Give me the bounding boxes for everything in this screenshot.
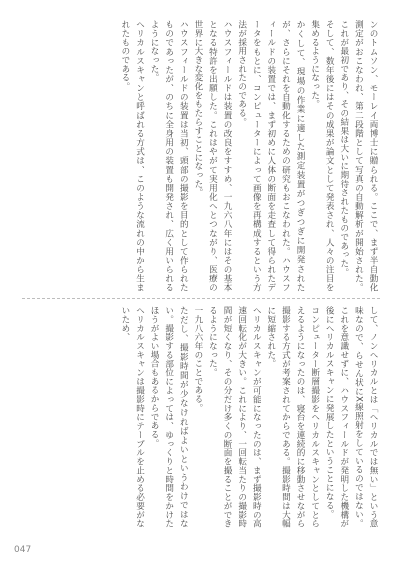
top-text-block bbox=[20, 20, 380, 292]
paragraph: コンピューター断層撮影をへリカルスキャンとしてとらえるようになったのは、寝台を連続的に移動させながら撮影する方式が考案されてからである。撮影時間は大幅に短縮された。 bbox=[265, 306, 320, 528]
paragraph: ンのトムソン、モーレイ両博士に贈られる。ここで、まず半自動化測定がおこなわれ、第二段階として写真の自動解析が開始された。これが最初であり、その結果は大いに期待されたものであった。 bbox=[338, 20, 378, 292]
paragraph: へリカルスキャンが可能になったのは、まず撮影時の高速回転化が大きい。これにより、一回転当たりの撮影時間が短くなり、その分だけ多くの断面を撮ることができるようになった。 bbox=[207, 306, 262, 528]
paragraph: ハウスフィールドの装置は当初、頭部の撮影を目的として作られたものであったが、のちに全身用の装置も開発され、広く用いられるようになった。 bbox=[149, 20, 189, 292]
paragraph: して、ノンへリカルとは「へリカルでは無い」という意味なので、らせん状にX線照射をしているのではない。これを意識せずに、ハウスフィールドが発明した機構が後にへリカルスキャンに発展したということになる。 bbox=[324, 306, 378, 528]
paragraph: そして、数年後にはその成果が論文として発表され、人々の注目を集めるようになった。 bbox=[309, 20, 335, 292]
page-number: 047 bbox=[14, 545, 32, 555]
paragraph: へリカルスキャンは撮影時にテーブルを止める必要がないため、 bbox=[119, 306, 145, 528]
section-divider bbox=[22, 298, 380, 299]
paragraph: へリカルスキャンと呼ばれる方式は、このような流れの中から生まれたものである。 bbox=[119, 20, 145, 292]
paragraph: ただし、撮影時間が少なければよいというわけではない。撮影する部位によっては、ゆっくりと時間をかけたほうがよい場合もあるからである。 bbox=[149, 306, 189, 528]
paragraph: 一九八六年のことである。 bbox=[192, 306, 203, 413]
bottom-text-block bbox=[20, 306, 380, 528]
paragraph: ハウスフィールドは装置の改良をすすめ、一九六八年にはその基本となる特許を出願した。これはやがて実用化へとつながり、医療の世界に大きな変化をもたらすことになった。 bbox=[192, 20, 233, 292]
paragraph: かくして、現場の作業に適した測定装置がつぎつぎに開発されたが、さらにそれを自動化するための研究もおこなわれた。ハウスフィールドの装置では、まず初めに人体の断面を走査して得られたデータをもとに、コンピューターによって画像を再構成するという方法が採用されたのである。 bbox=[236, 20, 306, 292]
